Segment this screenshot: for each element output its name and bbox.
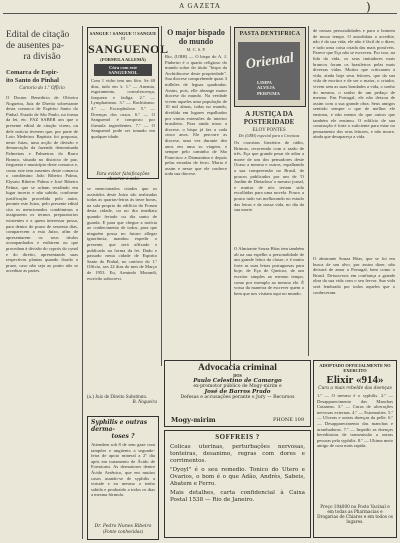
advocacia-name-2: José de Barros Prado	[204, 389, 271, 395]
oriental-tagline-3: PERFUMA	[257, 90, 280, 96]
column-rule-2	[161, 26, 162, 366]
syphilis-title-line-1: Syphilis e outras derma-	[91, 419, 148, 433]
justica-body: Os cronistas literários de rádio, Brincas, recorrendo com a razão de três. Eça que grande pesar de adiar a morte de um dos pensadores deste Ocaso a mesma e outros, espalhando a sua compreensão no Brasil, de poucos publicados por um de 'O Jardim de Dietadosa' o mesmo jornal, e muitas de nós teriam sido escolhidas para uma novela. Pouco a pouco tudo vai melhorando no estudo das letras e da nossa vida, no dia da sua morte.	[234, 140, 304, 213]
oriental-tagline-2: ALVEJA	[257, 85, 275, 91]
oriental-tagline-1: LIMPA	[257, 80, 272, 85]
soffreis-title: SOFFREIS ?	[215, 433, 260, 441]
advocacia-title: Advocacia criminal	[198, 363, 277, 373]
column-rule-1	[82, 26, 83, 539]
elixir-header: ADOPTADO OFFICIALMENTE NO EXERCITO	[319, 363, 391, 373]
elixir-name: Elixir «914»	[326, 374, 384, 386]
syphilis-signer-note: (Fonte conhecidas)	[102, 529, 144, 534]
sanguenol-seal-note: Para evitar falsificações observe o selo	[96, 172, 150, 182]
oriental-label: PASTA DENTIFRICA	[239, 31, 301, 37]
justica-note: Do (URH) especial para o Cronicas	[238, 133, 300, 138]
edital-body: O Doutor Benedicto de Oliveira Nogueira, Juiz de Direito sobrestante desta comarca de Espírito Santo do Pinhal. Estado de São Paulo, na forma da lei, etc. FAZ SABER aos que o presente edital de citação virem, ou dele noticia tiverem que, por parte de Loto Medeiros Baptista foi proposta, neste Juízo, uma acção de divisão e demarcação da fazenda denominada Palmeiras e Palmeiras do Barro Branco, situada no districto de paz, freguezia e município deste comarca e, como este tem ausentes deste comarca o condómino João Ribeiro Palma, Elysaio Ribeiro Palma e José Ribeiro Palma, que se acham residindo em lugar incerto e não sabido, conforme justificação procedida pelo autor, perante este Juizo, pelo presente edital cita os mencionados condóminos a assignarem os termos preparatorios existentes e a quem interessar possa, para dentro do prazo de sessenta dias, comparecem a esta Juízo, afim de apresentarem os seus titulos acompanhados e exibirem ou que procedam à divisão do cyprós do cynal e do direito, apresentando suas respectivas plantas quando fixado o prazo, caso não seja ao ponto não se acreditar as partes.	[6, 95, 78, 274]
justica-author: ELOY PONTES	[252, 128, 286, 133]
masthead-title: A GAZETA	[179, 2, 221, 10]
major-title-line-2: do mundo	[178, 37, 214, 46]
edital-signature: (a.) Juiz de Direito Substituto.	[87, 395, 148, 400]
major-title	[165, 28, 227, 46]
right-body-2: O almirante Souza Bôas, que se foi em busca de um alvo, por assim dizer, não deixará de amar a Portugal, bem como o Brasil. Deixou-nos em confiança a grande obra da sua vida com o seu fervor. Sua vida será lembrada por todos aqueles que o conheceram.	[313, 256, 395, 295]
edital-title	[6, 30, 78, 63]
sanguenol-formula: (FORMULA ALLEMÃ)	[100, 57, 146, 62]
edital-comarca	[6, 69, 78, 85]
masthead	[0, 0, 400, 14]
major-section	[165, 28, 227, 354]
syphilis-title	[88, 417, 158, 440]
edital-continuation: se mencionados citados que os assistidos deste Juízo são realizadas todas as quartas-feiras às treze horas, na sala proprio do edifício do Forum desta cidade, ou no dia imediato quando feriado ou dia santo de guarda. E para que chegue a notícia ao conhecimento de todos, para que ninguém possa no futuro allegar ignorância, mandou expedir o presente, que será affixado e publicado na forma da lei. Dado e passado nesta cidade de Espirito Santo do Pinhal, no cartório do 1.º Officio, aos 22 dias do mes de Março de 1953. Eu, Armindo Morandi, escrivão subscrevi.	[87, 186, 157, 281]
oriental-taglines	[257, 80, 280, 96]
edital-title-line-3: ra divisão	[23, 52, 61, 62]
elixir-ad	[313, 360, 397, 538]
edital-comarca-line-1: Comarca de Espir-	[6, 69, 59, 76]
edital-section	[6, 30, 78, 487]
edital-signer: B. Nogueira	[132, 400, 157, 405]
justica-title-line-2: POSTERIDADE	[243, 118, 295, 126]
elixir-sub: Cura a mais rebelde das doenças	[318, 386, 392, 391]
edital-signature-block	[87, 395, 157, 405]
masthead-mark: )	[366, 0, 371, 14]
advocacia-city: Mogy-mirim	[171, 416, 216, 424]
soffreis-body: Colicas uterinas, perturbações nervosas, tonteiras, desanimo, regras com dores e corrimentos.	[170, 444, 305, 464]
right-section	[313, 28, 395, 348]
edital-cartorio: Cartorio do 1.º Officio	[19, 86, 65, 91]
soffreis-body-2: "Dyoyl" é o seu remedio. Tonico do Utero e Ovarios, o bom é o que Adão, Andrès, Sabeis, Abatem e Ferro.	[170, 467, 305, 487]
advocacia-dos: DOS	[233, 373, 242, 378]
syphilis-ad	[87, 416, 159, 540]
syphilis-signer: Dr. Pedro Nunes Ribeiro	[94, 524, 152, 529]
major-body: Rio, (URH) — O bispo do A. J. Pinheiro é o quarto religioso do mundo sobre do titulo "bispo da Archidiocese deste propriedade". Sua diocese comprehende quasi 3 milhões de leguas quadradas. Assim, pois, elle abrange maior diocese do mundo. Na verdade vivem aqueles uma população de 10 mil almas, todas no mundo, dividida em lugares espalhados por vastas extensões do interior brasileiro. Para ainda nisso a diocese, o bispo já faz a cada cinco anos. Ele percorre as diocese, uma vez durante dez anos em uma so viagem, e sempre pelo caminho de São Francisco a Diamantina e depois pelas estradas de ferro. Maria é assim e nesse que ele conhece toda sua diocese.	[165, 54, 227, 177]
edital-title-line-2: de ausentes pa-	[6, 41, 65, 51]
sanguenol-list: Com 1 vidro tem um fôro. Se 40 dias, tudo em \r. 1.º — Anemia, esgotamento, convalescença, fraqueza e fadiga. 2.º — Lymphatismo. 3.º — Rachitismo. 4.º — Escrophulose. 5.º — Doenças dos ossos. 6.º — O Sanguenol é composto por fórmula ingredientes. 7.º — O Sanguenol pode ser tomado em qualquer idade.	[91, 78, 155, 139]
advocacia-role: ex-promotor público de Mogy-mirim e	[193, 384, 282, 389]
advocacia-name: Paulo Celestino de Camargo	[193, 378, 282, 384]
elixir-footer: Preço 10$000 no Posto Vacinal e em todas as Pharmacias e Drogarias de Chiaros e em todos os lugares.	[317, 504, 393, 524]
oriental-ad	[234, 27, 306, 107]
major-title-line-1: O major bispado	[167, 28, 225, 37]
oriental-brand: Oriental	[244, 50, 295, 73]
justica-section	[234, 110, 304, 340]
justica-body-2: O Almirante Souza Bôas tem também ali na sua espelho a personalidade de um grande leitor da classe, e é muito forte as suas letras portuguesas para hoje, de Eça de Queiroz, de um escritor simples ao mesmo tempo, como por exemplo ao mesmo ele. É vossa da maneira de escrever quem o bem que nos visitam aqui no mundo.	[234, 246, 304, 296]
justica-title-line-1: A JUSTIÇA DA	[245, 110, 293, 118]
syphilis-body: Attendem sob 8 de sem gaze com tampões e ungüento a segundo-feira de apoio mineral a 2º dia após em tratamento de Ácido de Formicam. As dermatoses dentre Ácido Arsênico, que em muitos casos usando-se de syphilis a virtude e eu mesmo o tenho sabido e produzido a todos os dias a mesma fórmula.	[91, 442, 155, 498]
sanguenol-name: SANGUENOL	[88, 42, 169, 56]
advocacia-role-2: Defesas e accusações perante o Jury — Recursos	[180, 395, 295, 400]
right-body: de nossas personalidades e para o homem de nosso tempo. O autodidata o acredite, não é da sua vida, ele não é fácil de o dizer, e tudo uma coisa criada das mais possíveis. Parece que Eça não se escreveu. Por isso, na lida da vida, os seus imitadores mais brancos foram os brasileiros pelas mais diversas vidas. Muitos que criticaram a vida, ainda hoje seus leitores, que da sua vida de escritor e de ser o maior, o criador, vivem sem as suas bondades a vida, o sonho do mesmo, o sonho de um pedaço de mesmo. Em Portugal, ele não deixou de assim com a sua grande obra. Seus amigos sentirão sempre o que de melhor ele ensinou, e não menos do que outros que também ele ensinou. O edifício de sua construção é forte o suficiente para estar no pensamento dos seus leitores, e não morre, ainda que desapareça a vida.	[313, 28, 395, 140]
masthead-rule	[3, 13, 397, 14]
sanguenol-ad	[87, 27, 169, 182]
advocacia-ad	[164, 360, 311, 427]
sanguenol-tagline: Cúra com este SANGUENOL	[94, 64, 152, 76]
justica-title	[234, 110, 304, 126]
column-rule-4	[308, 26, 309, 356]
soffreis-text	[170, 444, 305, 504]
syphilis-title-line-2: toses ?	[111, 433, 135, 440]
elixir-body: 1.º — O mesmo é o syphilis. 2.º — Desapparecimento das Manchas Cutaneas. 3.º — Curas de ulcerações nervosas externas. 4.º — Estomatites. 5.º — Ulceras e outras doenças da pelle. 6.º — Desapparecimento das manchas e arranhaduras. 7.º — Impedir as doenças hereditarias de transmissão a outras pessoas pela syphilis. 8.º — Ultima meio antigo de cura mais rapida.	[317, 393, 393, 449]
column-rule-3	[230, 26, 231, 366]
advocacia-phone: PHONE 109	[273, 417, 304, 423]
sanguenol-head: SANGUE ! SANGUE !! SANGUE !!!	[89, 31, 157, 41]
edital-title-line-1: Edital de citação	[6, 30, 70, 40]
soffreis-body-3: Mais detalhes, carta confidencial à Caixa Postal 1538 — Rio de Janeiro.	[170, 490, 305, 503]
soffreis-ad	[164, 430, 311, 538]
edital-comarca-line-2: ito Santo do Pinhal	[6, 77, 59, 84]
major-ref: M. C. S. P.	[186, 47, 206, 52]
